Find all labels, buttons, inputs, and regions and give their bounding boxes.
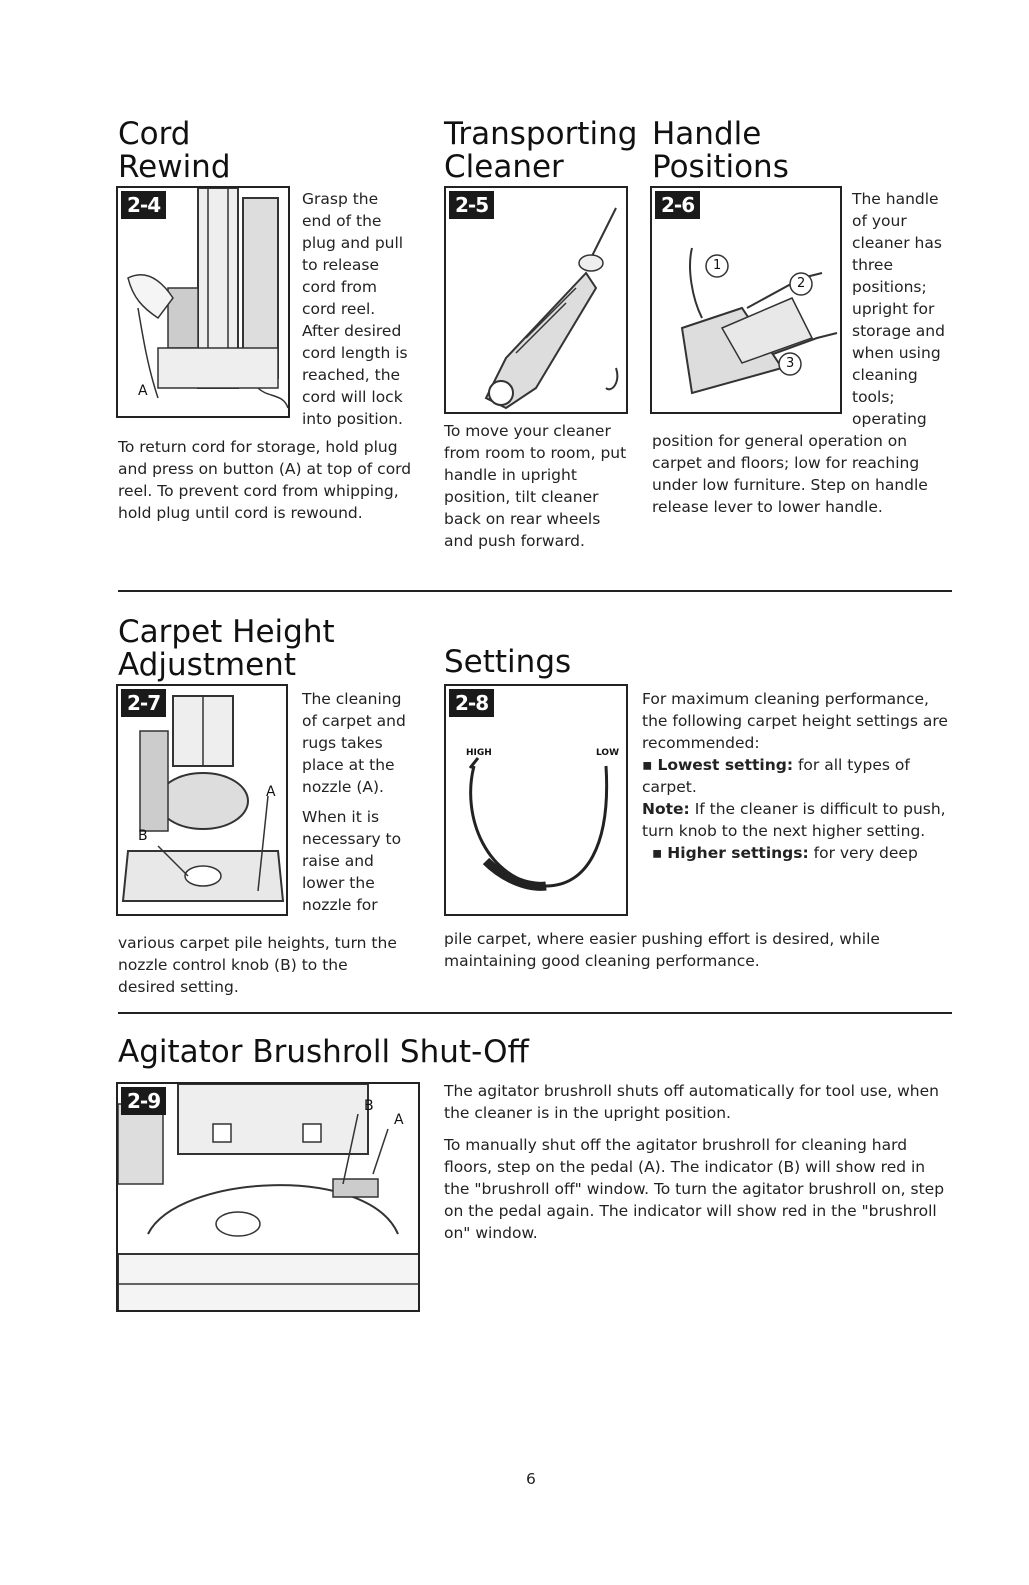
position-1-label: 1: [713, 258, 722, 273]
position-2-label: 2: [797, 276, 806, 291]
settings-intro: For maximum cleaning performance, the following carpet height settings are recommended:: [642, 690, 948, 752]
higher-setting-text-1: for very deep: [813, 844, 918, 862]
callout-b: B: [138, 828, 148, 844]
handle-positions-illustration: [652, 188, 842, 414]
section-divider: [118, 590, 952, 592]
note-item: [642, 798, 952, 842]
carpet-height-body-text: various carpet pile heights, turn the nozzle control knob (B) to the desired setting.: [118, 934, 397, 996]
agitator-text: [444, 1080, 952, 1244]
handle-section: [652, 118, 902, 184]
high-label: HIGH: [466, 748, 492, 758]
callout-a: A: [138, 383, 148, 399]
handle-title: [652, 118, 902, 184]
settings-body-text: pile carpet, where easier pushing effort is desired, while maintaining good cleaning performance.: [444, 930, 880, 970]
cord-rewind-title-line1: Cord: [118, 116, 191, 152]
transporting-title-line1: Transporting: [444, 116, 638, 152]
agitator-title: Agitator Brushroll Shut-Off: [118, 1034, 529, 1070]
cord-rewind-title: [118, 118, 418, 184]
agitator-p2: To manually shut off the agitator brushroll for cleaning hard floors, step on the pedal (A). The indicator (B) will show red in the "brushroll off" window. To turn the agitator brushroll on, step on the pedal again. The indicator will show red in the "brushroll on" window.: [444, 1136, 945, 1242]
handle-side-text: The handle of your cleaner has three positions; upright for storage and when using cleaning tools; operating: [852, 190, 945, 428]
handle-title-line2: Positions: [652, 149, 789, 185]
figure-2-9: [116, 1082, 420, 1312]
section-divider: [118, 1012, 952, 1014]
handle-body-text: position for general operation on carpet and floors; low for reaching under low furniture. Step on handle release lever to lower handle.: [652, 432, 928, 516]
agitator-section: [118, 1036, 718, 1069]
carpet-height-side-p2: When it is necessary to raise and lower the nozzle for: [302, 808, 402, 914]
transporting-title: [444, 118, 654, 184]
transporting-section: [444, 118, 654, 184]
figure-label: 2-4: [121, 191, 166, 219]
carpet-height-side-text: [302, 688, 406, 916]
cord-rewind-section: [118, 118, 418, 184]
carpet-height-illustration: [118, 686, 288, 916]
carpet-height-side-p1: The cleaning of carpet and rugs takes place at the nozzle (A).: [302, 690, 406, 796]
transporting-illustration: [446, 188, 628, 414]
figure-2-5: [444, 186, 628, 414]
page-number: 6: [526, 1470, 536, 1488]
figure-label: 2-7: [121, 689, 166, 717]
transporting-title-line2: Cleaner: [444, 149, 564, 185]
lowest-setting-text: for all types of carpet.: [642, 756, 910, 796]
carpet-height-section: [118, 616, 418, 682]
figure-label: 2-5: [449, 191, 494, 219]
higher-setting-item: ▪ Higher settings: for very deep: [642, 844, 918, 862]
lowest-setting-item: ▪ Lowest setting: for all types of carpet.: [642, 756, 910, 796]
figure-2-4: [116, 186, 290, 418]
carpet-height-title-line1: Carpet Height: [118, 614, 335, 650]
settings-side-text: [642, 688, 952, 864]
agitator-p1: The agitator brushroll shuts off automatically for tool use, when the cleaner is in the upright position.: [444, 1082, 939, 1122]
low-label: LOW: [596, 748, 619, 758]
cord-rewind-side-text: Grasp the end of the plug and pull to release cord from cord reel. After desired cord length is reached, the cord will lock into position.: [302, 190, 408, 428]
callout-a: A: [394, 1112, 404, 1128]
lowest-setting-label: Lowest setting:: [657, 756, 794, 774]
figure-label: 2-8: [449, 689, 494, 717]
figure-label: 2-6: [655, 191, 700, 219]
transporting-body-text: To move your cleaner from room to room, put handle in upright position, tilt cleaner back on rear wheels and push forward.: [444, 422, 627, 550]
figure-2-8: [444, 684, 628, 916]
carpet-height-title: [118, 616, 418, 682]
agitator-illustration: [118, 1084, 420, 1312]
callout-b: B: [364, 1098, 374, 1114]
note-text: If the cleaner is difficult to push, turn knob to the next higher setting.: [642, 800, 946, 840]
settings-dial-illustration: [446, 686, 628, 916]
settings-title: Settings: [444, 644, 572, 680]
carpet-height-title-line2: Adjustment: [118, 647, 296, 683]
handle-title-line1: Handle: [652, 116, 762, 152]
figure-2-7: [116, 684, 288, 916]
cord-rewind-title-line2: Rewind: [118, 149, 231, 185]
higher-setting-label: Higher settings:: [667, 844, 809, 862]
position-3-label: 3: [786, 356, 795, 371]
figure-label: 2-9: [121, 1087, 166, 1115]
note-label: Note:: [642, 800, 690, 818]
figure-2-6: [650, 186, 842, 414]
callout-a: A: [266, 784, 276, 800]
settings-section: [444, 646, 644, 679]
cord-rewind-body-text: To return cord for storage, hold plug and press on button (A) at top of cord reel. To prevent cord from whipping, hold plug until cord is rewound.: [118, 438, 412, 522]
